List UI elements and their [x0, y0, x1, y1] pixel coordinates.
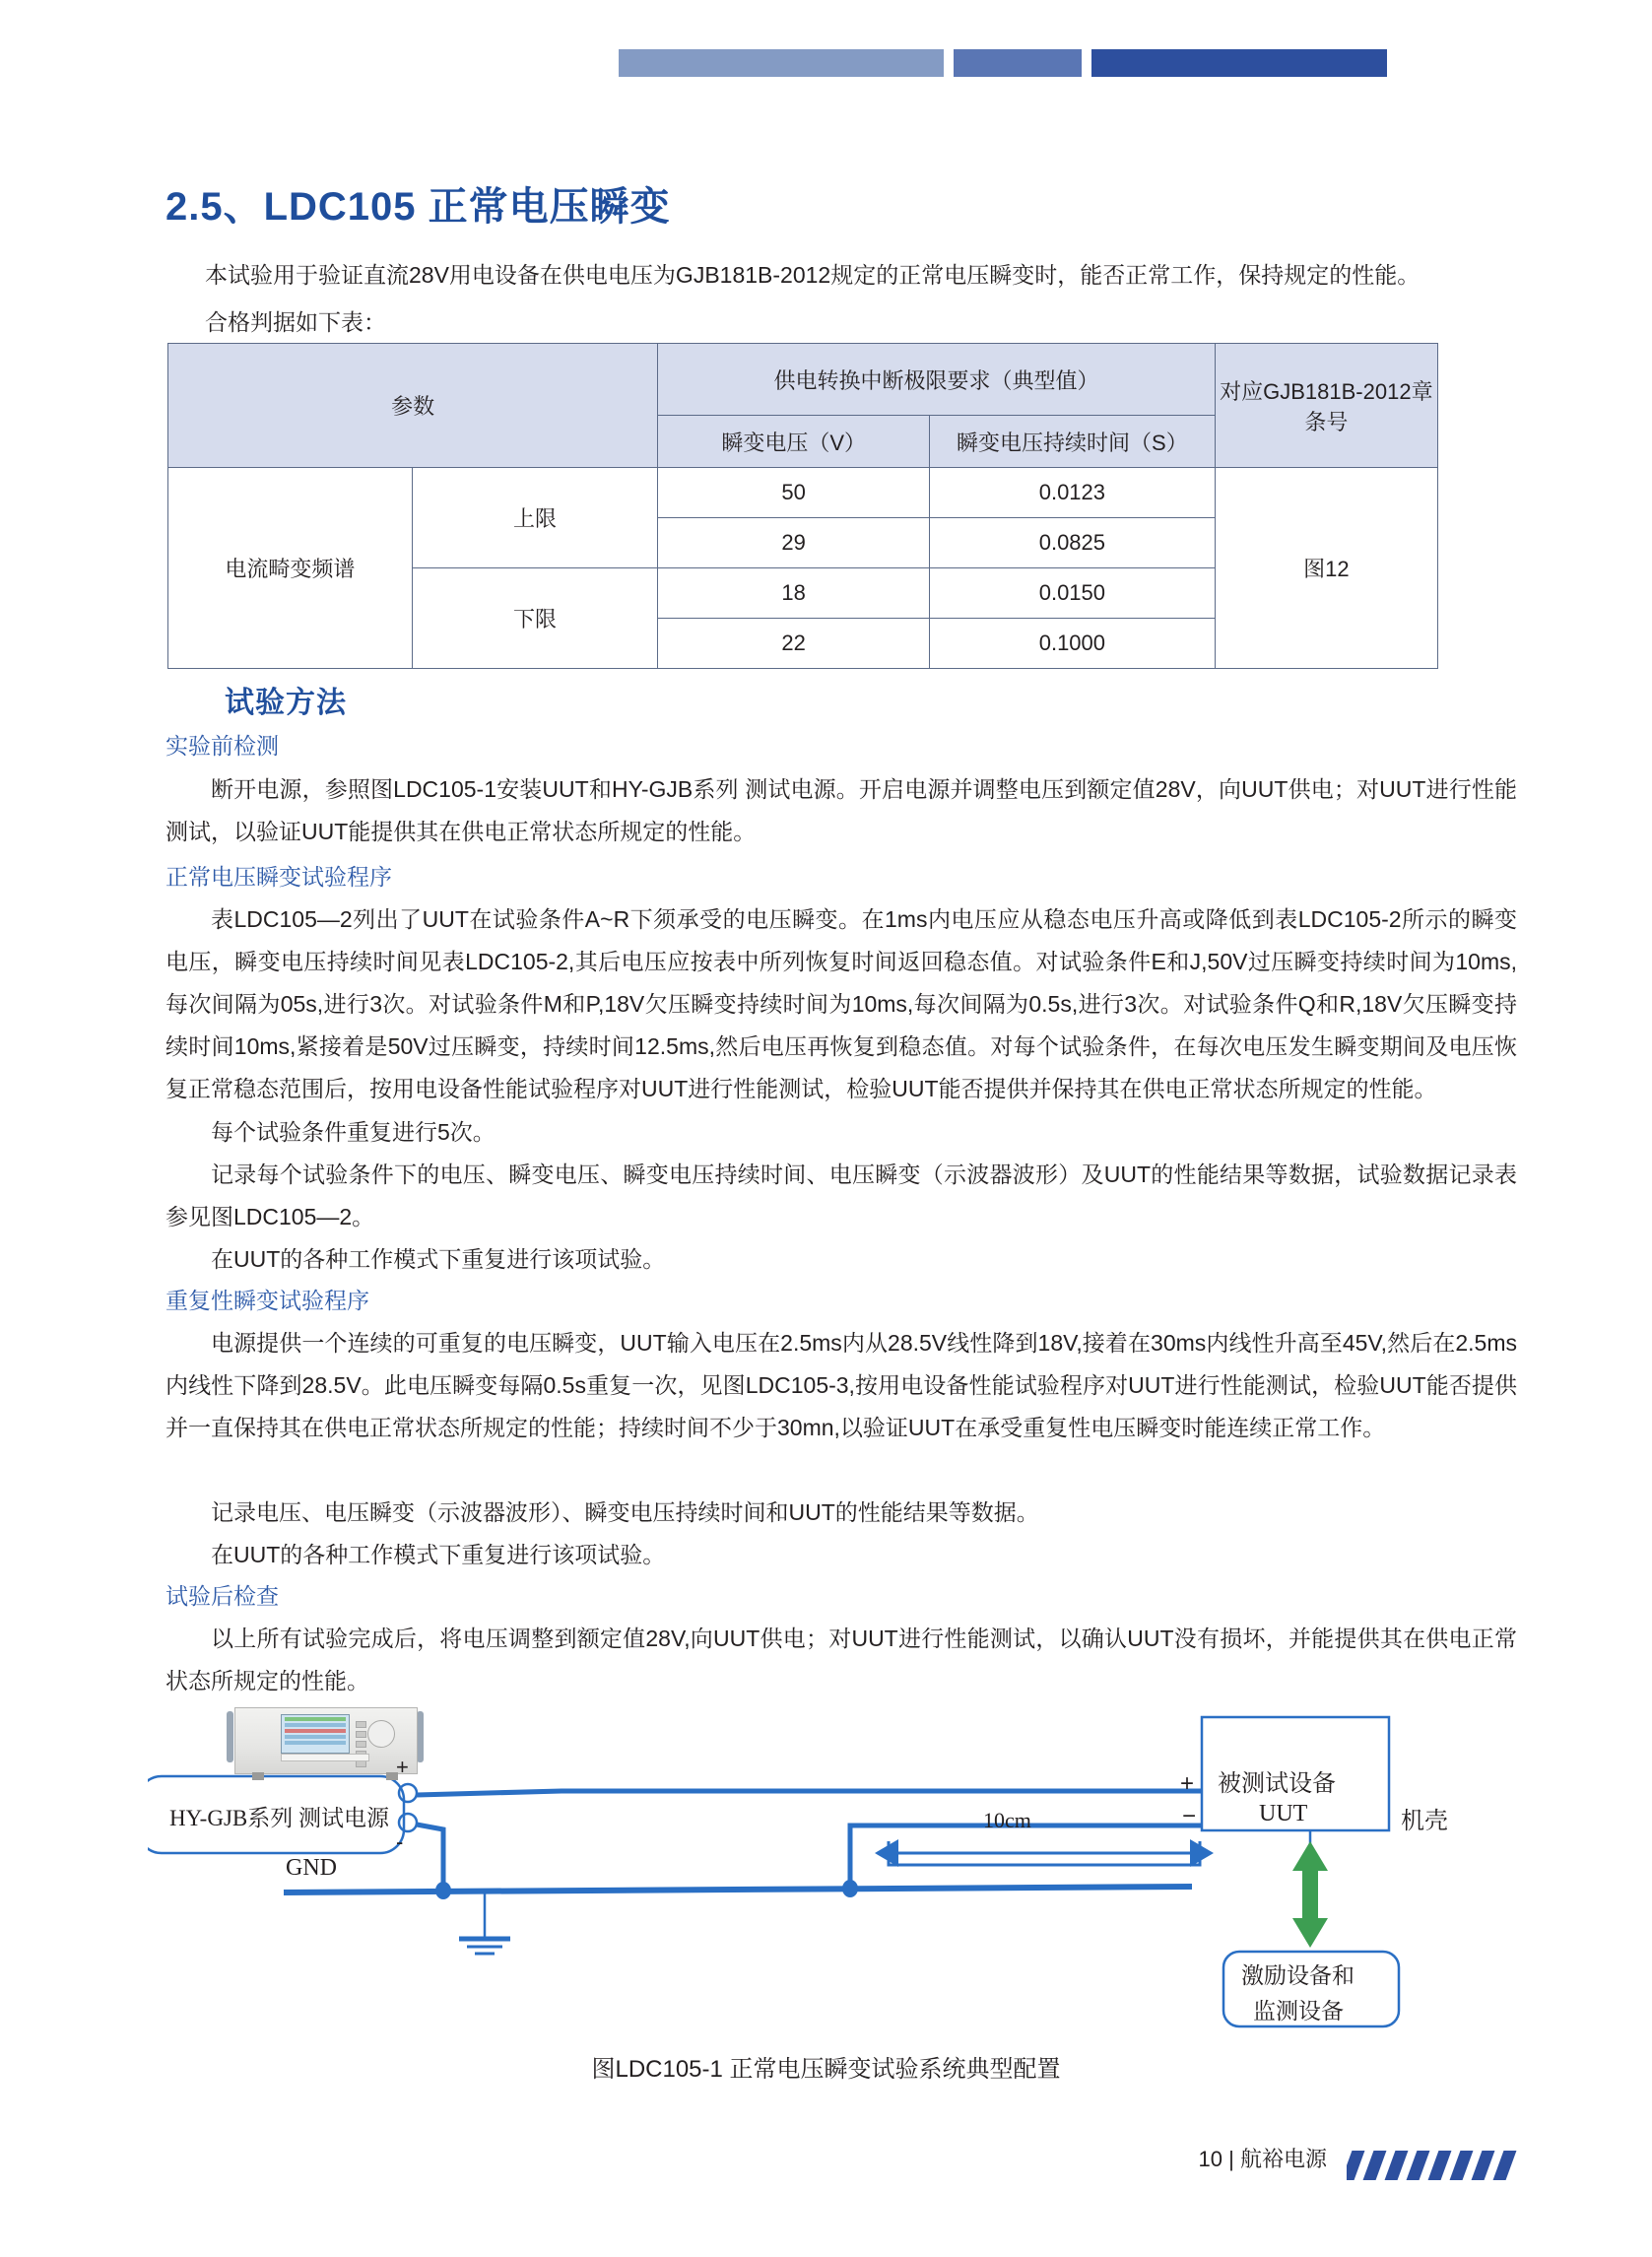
stimulus-label-line-2: 监测设备	[1253, 1999, 1344, 2024]
test-setup-diagram	[148, 1709, 1517, 2034]
paragraph-pretest: 断开电源，参照图LDC105-1安装UUT和HY-GJB系列 测试电源。开启电源并调整电压到额定值28V，向UUT供电；对UUT进行性能测试，以验证UUT能提供其在供电正常状态所规定的性能。	[165, 776, 1517, 844]
intro-line-2: 合格判据如下表：	[205, 309, 386, 335]
header-bar-dark	[1091, 49, 1387, 77]
footer-page-number: 10	[1198, 2147, 1223, 2171]
stimulus-label-line-1: 激励设备和	[1241, 1963, 1355, 1988]
sublabel-pretest: 实验前检测	[165, 733, 279, 759]
table-cell-voltage: 18	[658, 568, 930, 619]
power-supply-label: HY-GJB系列 测试电源	[169, 1806, 389, 1830]
uut-name: UUT	[1259, 1801, 1308, 1826]
supply-minus-sign: -	[396, 1829, 404, 1854]
header-bar-light	[619, 49, 944, 77]
dimension-arrow-left	[875, 1839, 898, 1867]
device-screen	[281, 1714, 350, 1754]
header-bar-mid	[954, 49, 1082, 77]
table-header-row-1	[168, 344, 1438, 416]
paragraph-repetitive-3: 在UUT的各种工作模式下重复进行该项试验。	[211, 1542, 666, 1567]
gnd-bus	[284, 1887, 1192, 1892]
table-cell-reference: 图12	[1215, 468, 1437, 669]
table-cell-row-label: 电流畸变频谱	[168, 468, 413, 669]
wire-positive	[417, 1791, 1202, 1795]
table-cell-duration: 0.0825	[930, 518, 1216, 568]
table-cell-voltage: 50	[658, 468, 930, 518]
header-decoration-bars	[0, 49, 1652, 77]
footer-brand: 航裕电源	[1239, 2147, 1327, 2171]
footer-stripes-decoration	[1347, 2151, 1534, 2180]
paragraph-normal-transient-3: 记录每个试验条件下的电压、瞬变电压、瞬变电压持续时间、电压瞬变（示波器波形）及UUT的性能结果等数据，试验数据记录表参见图LDC105—2。	[165, 1162, 1517, 1229]
gnd-label: GND	[286, 1855, 337, 1881]
intro-line-1: 本试验用于验证直流28V用电设备在供电电压为GJB181B-2012规定的正常电压瞬变时，能否正常工作，保持规定的性能。	[205, 262, 1421, 288]
table-header-param: 参数	[168, 344, 658, 468]
table-cell-voltage: 22	[658, 619, 930, 669]
table-header-duration: 瞬变电压持续时间（S）	[930, 416, 1216, 468]
device-handle-right	[417, 1711, 424, 1762]
power-supply-device-photo	[227, 1707, 424, 1786]
table-header-reference: 对应GJB181B-2012章条号	[1215, 344, 1437, 468]
table-cell-voltage: 29	[658, 518, 930, 568]
section-heading: 2.5、LDC105 正常电压瞬变	[165, 185, 671, 229]
device-foot-left	[252, 1772, 264, 1780]
criteria-table	[167, 343, 1438, 669]
uut-minus-sign: −	[1182, 1803, 1197, 1829]
wire-return	[850, 1826, 1202, 1889]
method-heading: 试验方法	[225, 687, 347, 719]
paragraph-normal-transient-4: 在UUT的各种工作模式下重复进行该项试验。	[211, 1246, 666, 1272]
bidirectional-arrow-icon	[1292, 1841, 1328, 1948]
paragraph-repetitive-2: 记录电压、电压瞬变（示波器波形）、瞬变电压持续时间和UUT的性能结果等数据。	[211, 1499, 1039, 1525]
dimension-arrow-right	[1190, 1839, 1214, 1867]
table-cell-duration: 0.0123	[930, 468, 1216, 518]
sublabel-posttest: 试验后检查	[165, 1583, 279, 1609]
paragraph-posttest: 以上所有试验完成后，将电压调整到额定值28V,向UUT供电；对UUT进行性能测试，以确认UUT没有损坏，并能提供其在供电正常状态所规定的性能。	[165, 1626, 1517, 1693]
distance-label: 10cm	[983, 1808, 1031, 1832]
figure-caption: 图LDC105-1 正常电压瞬变试验系统典型配置	[591, 2056, 1061, 2083]
paragraph-repetitive-1: 电源提供一个连续的可重复的电压瞬变，UUT输入电压在2.5ms内从28.5V线性降到18V,接着在30ms内线性升高至45V,然后在2.5ms内线性下降到28.5V。此电压瞬变每隔0.5s重复一次，见图LDC105-3,按用电设备性能试验程序对UUT进行性能测试，检验UUT能否提供并一直保持其在供电正常状态所规定的性能；持续时间不少于30mn,以验证UUT在承受重复性电压瞬变时能连续正常工作。	[165, 1330, 1517, 1440]
footer-separator: |	[1228, 2147, 1234, 2171]
junction-dot-left	[435, 1882, 451, 1899]
table-row	[168, 468, 1438, 518]
table-cell-duration: 0.0150	[930, 568, 1216, 619]
supply-plus-sign: +	[396, 1755, 409, 1779]
device-knob	[367, 1720, 395, 1748]
paragraph-normal-transient-2: 每个试验条件重复进行5次。	[211, 1119, 496, 1145]
table-cell-limit-lower: 下限	[412, 568, 658, 669]
sublabel-repetitive-transient-procedure: 重复性瞬变试验程序	[165, 1288, 369, 1313]
sublabel-normal-transient-procedure: 正常电压瞬变试验程序	[165, 864, 392, 890]
table-cell-duration: 0.1000	[930, 619, 1216, 669]
uut-plus-sign: +	[1180, 1770, 1195, 1797]
table-header-voltage: 瞬变电压（V）	[658, 416, 930, 468]
device-handle-left	[227, 1711, 233, 1762]
device-body	[234, 1707, 418, 1774]
wire-negative	[417, 1825, 443, 1889]
footer-label	[1199, 2143, 1327, 2173]
uut-title: 被测试设备	[1218, 1771, 1336, 1797]
table-cell-limit-upper: 上限	[412, 468, 658, 568]
table-header-group: 供电转换中断极限要求（典型值）	[658, 344, 1215, 416]
device-label-strip	[281, 1754, 369, 1761]
terminal-positive	[399, 1784, 417, 1802]
paragraph-normal-transient-1: 表LDC105—2列出了UUT在试验条件A~R下须承受的电压瞬变。在1ms内电压应从稳态电压升高或降低到表LDC105-2所示的瞬变电压，瞬变电压持续时间见表LDC105-2,其后电压应按表中所列恢复时间返回稳态值。对试验条件E和J,50V过压瞬变持续时间为10ms,每次间隔为05s,进行3次。对试验条件M和P,18V欠压瞬变持续时间为10ms,每次间隔为0.5s,进行3次。对试验条件Q和R,18V欠压瞬变持续时间10ms,紧接着是50V过压瞬变，持续时间12.5ms,然后电压再恢复到稳态值。对每个试验条件，在每次电压发生瞬变期间及电压恢复正常稳态范围后，按用电设备性能试验程序对UUT进行性能测试，检验UUT能否提供并保持其在供电正常状态所规定的性能。	[165, 906, 1517, 1101]
intro-paragraph	[205, 251, 1515, 346]
chassis-label: 机壳	[1401, 1809, 1448, 1834]
